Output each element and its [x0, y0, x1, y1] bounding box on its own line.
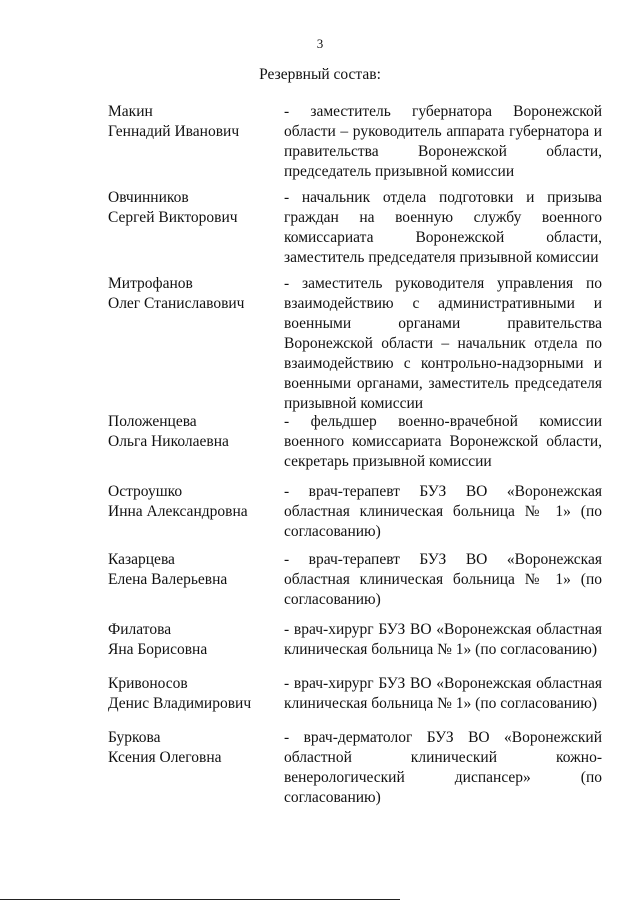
member-entry	[108, 102, 602, 182]
member-name	[108, 620, 280, 660]
member-name	[108, 102, 280, 182]
member-role: - начальник отдела подготовки и призыва граждан на военную службу военного комиссариата Воронежской области, заместитель председателя призывной комиссии	[284, 189, 602, 266]
member-entry	[108, 674, 602, 714]
member-name	[108, 412, 280, 472]
member-role: - фельдшер военно-врачебной комиссии военного комиссариата Воронежской области, секретарь призывной комиссии	[284, 413, 602, 470]
member-given-name: Геннадий Иванович	[108, 123, 240, 140]
member-role: - врач-хирург БУЗ ВО «Воронежская областная клиническая больница № 1» (по согласованию)	[284, 675, 602, 712]
member-name	[108, 728, 280, 808]
member-entry	[108, 412, 602, 472]
member-given-name: Инна Александровна	[108, 503, 248, 520]
member-role: - врач-терапевт БУЗ ВО «Воронежская областная клиническая больница № 1» (по согласованию)	[284, 483, 602, 540]
member-surname: Макин	[108, 103, 153, 120]
member-role: - заместитель губернатора Воронежской области – руководитель аппарата губернатора и правительства Воронежской области, председатель призывной комиссии	[284, 103, 602, 180]
member-given-name: Ольга Николаевна	[108, 433, 229, 450]
member-given-name: Елена Валерьевна	[108, 571, 228, 588]
section-heading: Резервный состав:	[259, 66, 381, 83]
member-given-name: Олег Станиславович	[108, 295, 245, 312]
member-role: - заместитель руководителя управления по взаимодействию с административными и военными органами правительства Воронежской области – начальник отдела по взаимодействию с контрольно-надзорными и военными органами, заместитель председателя призывной комиссии	[284, 275, 602, 412]
member-name	[108, 188, 280, 268]
member-given-name: Сергей Викторович	[108, 209, 238, 226]
member-surname: Остроушко	[108, 483, 183, 500]
member-entry	[108, 550, 602, 610]
member-name	[108, 550, 280, 610]
member-entry	[108, 274, 602, 414]
page-number: 3	[316, 36, 324, 51]
member-surname: Положенцева	[108, 413, 197, 430]
member-entry	[108, 620, 602, 660]
member-name	[108, 674, 280, 714]
member-surname: Митрофанов	[108, 275, 193, 292]
member-surname: Овчинников	[108, 189, 189, 206]
member-surname: Казарцева	[108, 551, 175, 568]
member-entry	[108, 482, 602, 542]
member-entry	[108, 188, 602, 268]
member-surname: Буркова	[108, 729, 161, 746]
member-given-name: Денис Владимирович	[108, 695, 252, 712]
member-given-name: Ксения Олеговна	[108, 749, 222, 766]
member-role: - врач-дерматолог БУЗ ВО «Воронежский областной клинический кожно-венерологический диспансер» (по согласованию)	[284, 729, 602, 806]
member-role: - врач-хирург БУЗ ВО «Воронежская областная клиническая больница № 1» (по согласованию)	[284, 621, 602, 658]
member-name	[108, 274, 280, 414]
member-entry	[108, 728, 602, 808]
member-given-name: Яна Борисовна	[108, 641, 208, 658]
member-surname: Филатова	[108, 621, 172, 638]
bottom-rule	[0, 899, 400, 900]
member-name	[108, 482, 280, 542]
member-surname: Кривоносов	[108, 675, 188, 692]
member-role: - врач-терапевт БУЗ ВО «Воронежская областная клиническая больница № 1» (по согласованию)	[284, 551, 602, 608]
